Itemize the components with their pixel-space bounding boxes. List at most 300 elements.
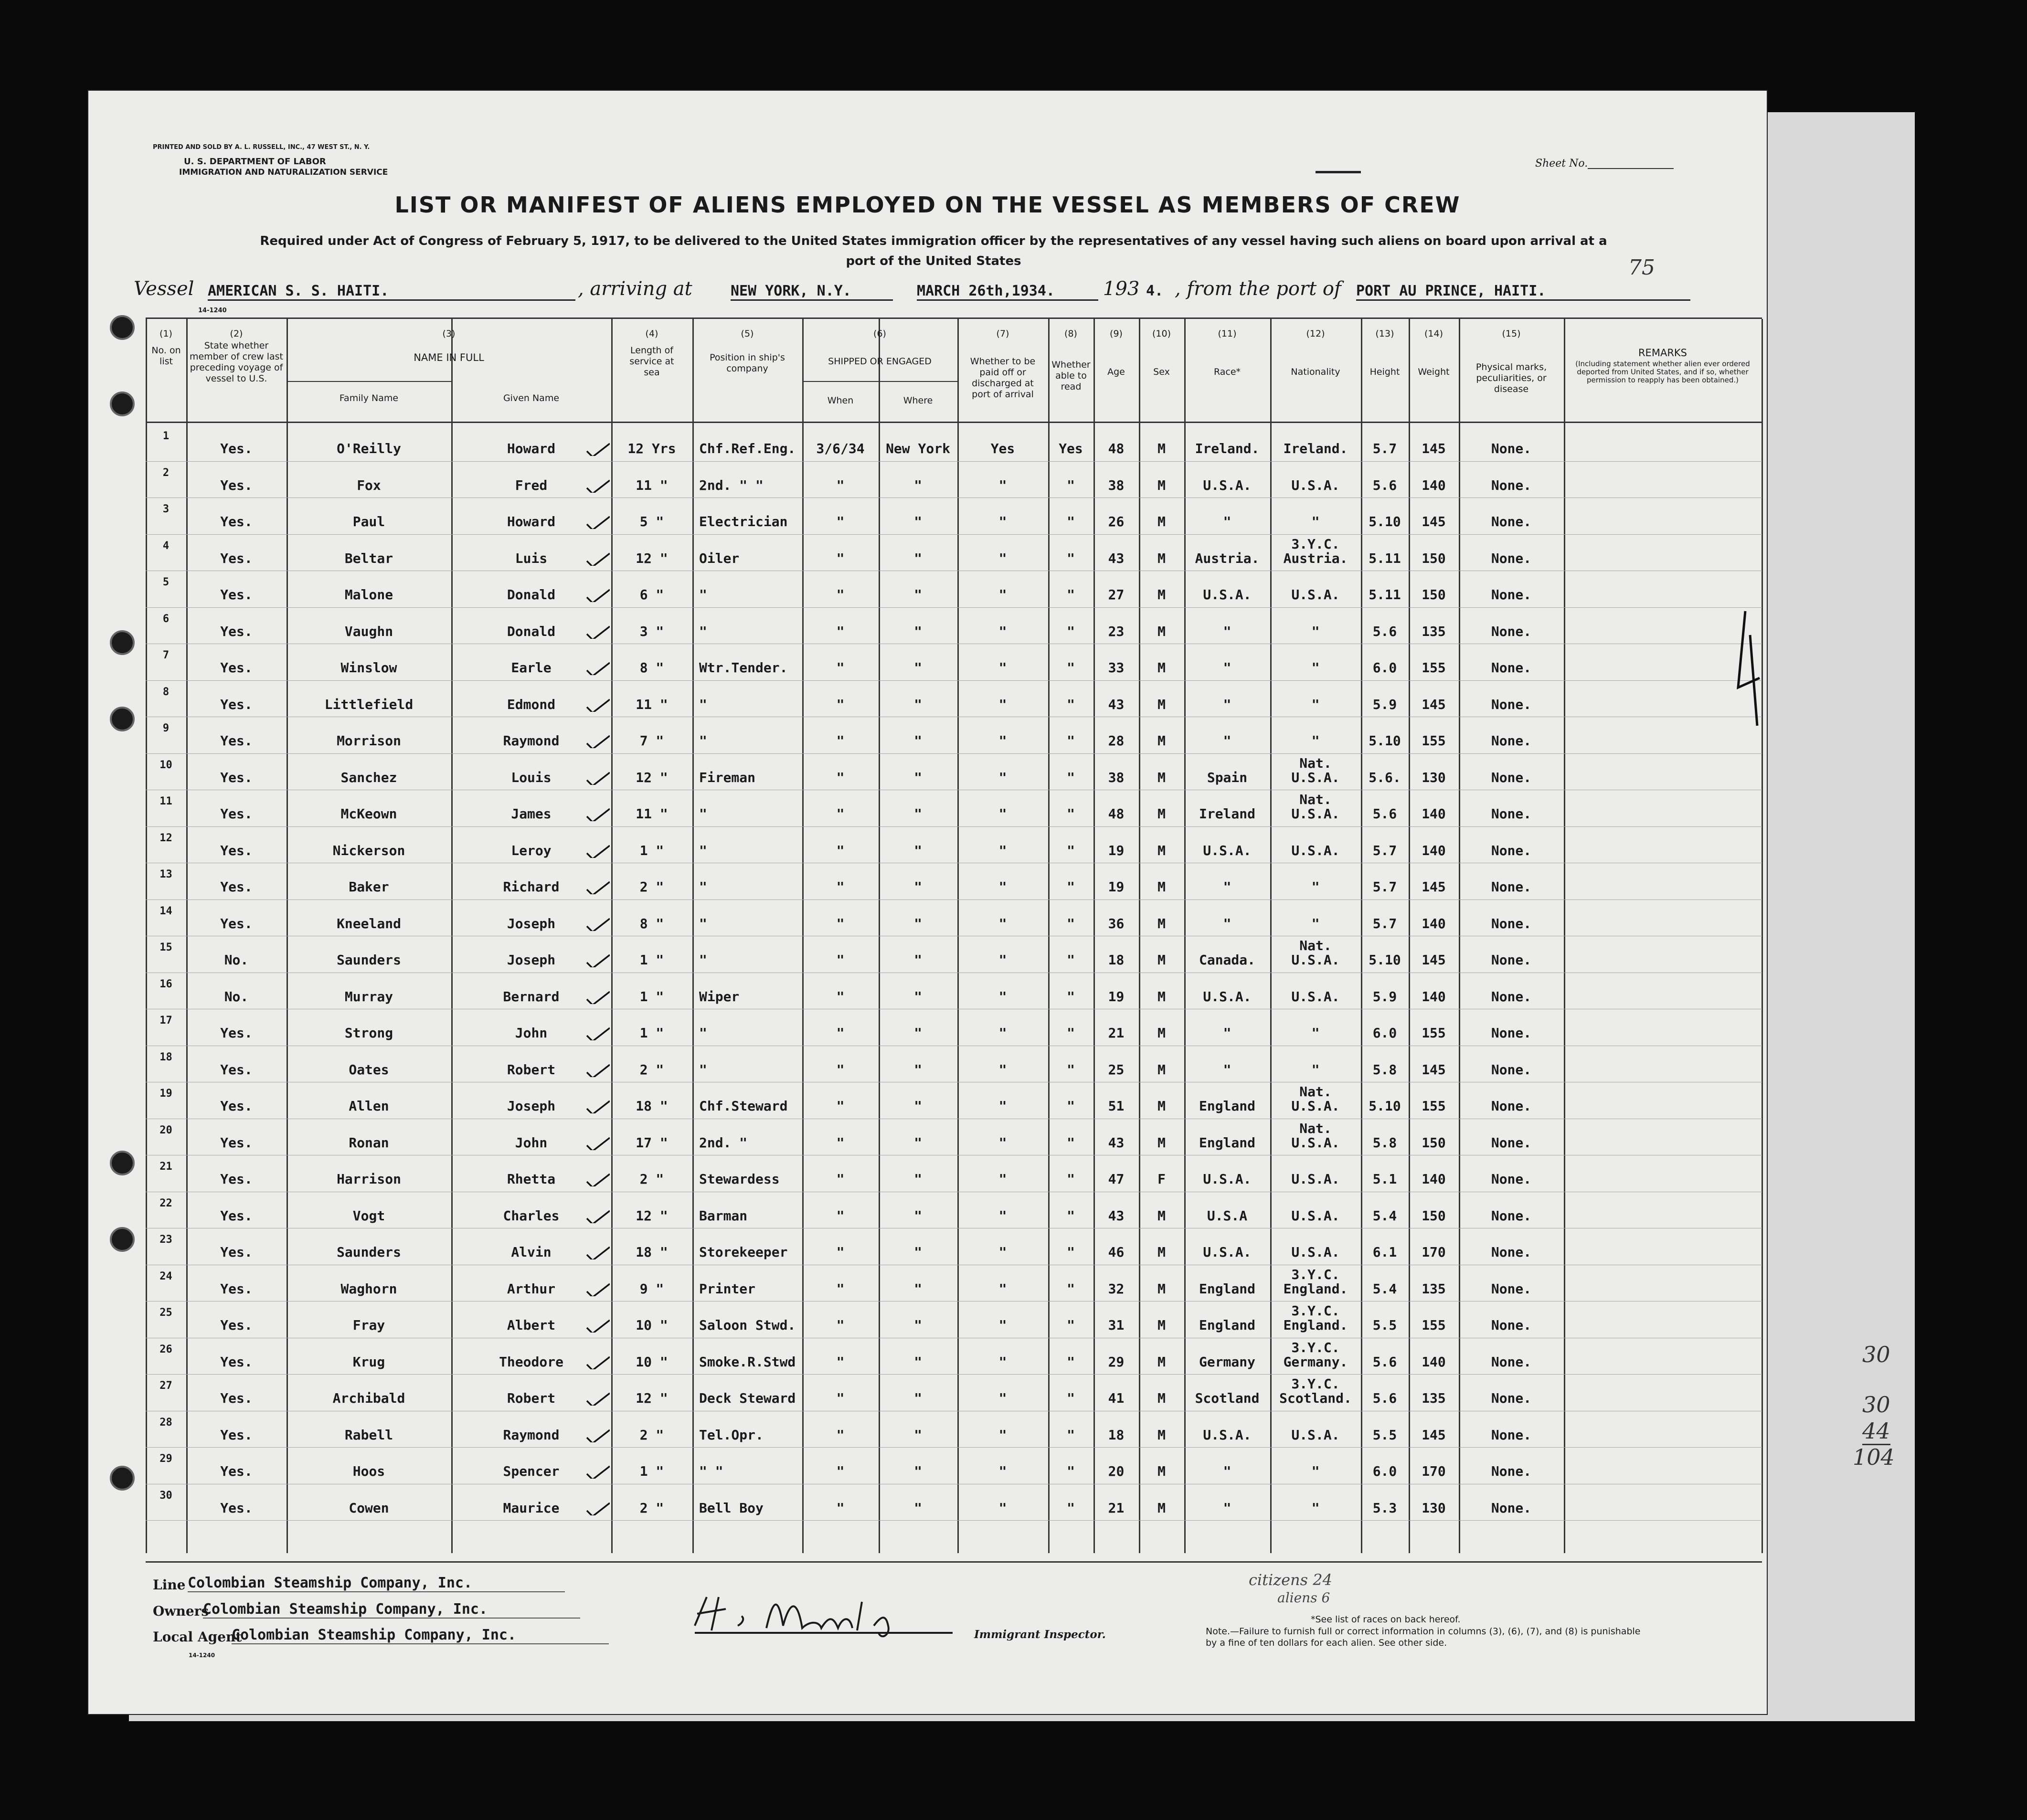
col-header-4: Length of service at sea [629,345,674,378]
cell-no: 13 [159,868,172,880]
cell-sex: M [1157,1354,1166,1370]
col-header-remarks-note: (Including statement whether alien ever ordered deported from United States, and if so, whether permission to reapply has been obtained.) [1575,360,1750,384]
cell-service: 1 " [639,988,664,1005]
cell-position: Fireman [699,769,756,785]
cell-position: Saloon Stwd. [699,1317,796,1333]
cell-no: 2 [162,466,170,479]
cell-service: 8 " [639,915,664,931]
cell-paid: " [998,806,1007,822]
cell-age: 36 [1108,915,1125,931]
cell-marks: None. [1491,1134,1532,1151]
cell-height: 5.6 [1372,806,1397,822]
cell-marks: None. [1491,1280,1532,1297]
cell-when: " [836,1207,845,1224]
cell-nat: " [1311,1463,1320,1479]
cell-when: " [836,696,845,712]
cell-nat: U.S.A. [1291,952,1340,968]
cell-nationality-note: Nat. [1299,1120,1332,1136]
cell-paid: " [998,1207,1007,1224]
cell-read: " [1067,1025,1075,1041]
cell-prev: Yes. [220,1354,253,1370]
check-mark-icon [585,1210,610,1223]
service-name: IMMIGRATION AND NATURALIZATION SERVICE [179,168,388,177]
cell-position: Oiler [699,550,740,566]
cell-nat: U.S.A. [1291,1427,1340,1443]
cell-where: " [914,769,922,785]
cell-service: 10 " [636,1354,668,1370]
cell-paid: " [998,587,1007,603]
cell-read: " [1067,623,1075,639]
cell-family: Beltar [344,550,393,566]
check-mark-icon [585,772,610,785]
cell-when: " [836,660,845,676]
cell-paid: " [998,1061,1007,1078]
cell-when: " [836,514,845,529]
table-row [146,828,1762,865]
cell-marks: None. [1491,587,1532,603]
cell-prev: Yes. [220,696,253,712]
cell-height: 5.8 [1372,1134,1397,1151]
cell-height: 5.4 [1372,1207,1397,1224]
cell-age: 19 [1108,842,1125,858]
cell-position: Smoke.R.Stwd [699,1354,796,1370]
cell-sex: M [1157,1280,1166,1297]
col-header-where: Where [903,395,933,406]
cell-age: 48 [1108,441,1125,456]
cell-height: 5.8 [1372,1061,1397,1078]
cell-marks: None. [1491,441,1532,456]
cell-service: 5 " [639,514,664,529]
cell-given: Howard [507,441,556,456]
check-mark-icon [585,443,610,456]
cell-given: John [515,1025,548,1041]
cell-read: " [1067,915,1075,931]
cell-weight: 130 [1422,1500,1446,1516]
cell-paid: " [998,1354,1007,1370]
line-value: Colombian Steamship Company, Inc. [188,1575,565,1592]
punch-hole [110,1227,135,1252]
cell-paid: " [998,1171,1007,1187]
cell-when: " [836,1025,845,1041]
cell-height: 5.5 [1372,1317,1397,1333]
manifest-sheet [88,91,1767,1714]
cell-sex: M [1157,660,1166,676]
cell-marks: None. [1491,842,1532,858]
cell-where: " [914,733,922,749]
cell-race: " [1223,1500,1231,1516]
cell-prev: Yes. [220,806,253,822]
col-header-6-num: (6) [873,328,886,339]
cell-sex: M [1157,988,1166,1005]
cell-prev: Yes. [220,1317,253,1333]
arrival-port: NEW YORK, N.Y. [731,283,893,301]
cell-when: " [836,1427,845,1443]
cell-family: Harrison [337,1171,401,1187]
check-mark-icon [585,1283,610,1296]
cell-sex: M [1157,842,1166,858]
cell-no: 19 [159,1088,172,1100]
cell-weight: 145 [1422,879,1446,895]
cell-nat: " [1311,1061,1320,1078]
form-code-top: 14-1240 [198,307,227,314]
cell-age: 38 [1108,477,1125,493]
cell-family: Morrison [337,733,401,749]
table-row [146,792,1762,828]
cell-given: Richard [503,879,560,895]
cell-family: Allen [349,1098,389,1114]
table-row [146,645,1762,682]
cell-read: " [1067,1244,1075,1260]
cell-weight: 140 [1422,842,1446,858]
year-suffix: 4. [1146,283,1164,299]
cell-service: 18 " [636,1098,668,1114]
arrival-date: MARCH 26th,1934. [917,283,1098,301]
check-mark-icon [585,662,610,675]
cell-position: Wtr.Tender. [699,660,788,676]
cell-where: " [914,1500,922,1516]
cell-paid: " [998,1463,1007,1479]
table-row [146,463,1762,500]
check-mark-icon [585,1246,610,1259]
cell-read: " [1067,1317,1075,1333]
sheet-number-label: Sheet No. [1535,158,1588,169]
check-mark-icon [585,1137,610,1150]
cell-when: " [836,1463,845,1479]
cell-no: 7 [162,649,170,661]
cell-height: 5.6 [1372,1390,1397,1406]
cell-no: 11 [159,795,172,807]
cell-sex: M [1157,441,1166,456]
cell-weight: 145 [1422,514,1446,529]
table-row [146,1303,1762,1340]
cell-sex: M [1157,514,1166,529]
cell-nat: " [1311,1025,1320,1041]
cell-nat: " [1311,879,1320,895]
cell-where: " [914,1317,922,1333]
cell-given: Maurice [503,1500,560,1516]
cell-given: Robert [507,1390,556,1406]
cell-paid: " [998,879,1007,895]
cell-prev: Yes. [220,1061,253,1078]
cell-height: 5.7 [1372,842,1397,858]
cell-no: 24 [159,1270,172,1282]
cell-position: " [699,623,707,639]
cell-marks: None. [1491,550,1532,566]
cell-no: 9 [162,722,170,734]
line-label: Line [153,1577,186,1593]
cell-read: " [1067,806,1075,822]
cell-paid: " [998,514,1007,529]
cell-age: 33 [1108,660,1125,676]
cell-service: 9 " [639,1280,664,1297]
cell-service: 8 " [639,660,664,676]
cell-when: " [836,1390,845,1406]
cell-nat: U.S.A. [1291,769,1340,785]
cell-paid: " [998,1025,1007,1041]
cell-service: 1 " [639,1025,664,1041]
cell-position: Barman [699,1207,748,1224]
cell-nat: U.S.A. [1291,477,1340,493]
cell-no: 1 [162,430,170,442]
cell-nationality-note: 3.Y.C. [1291,536,1340,552]
cell-family: Nickerson [332,842,405,858]
cell-service: 2 " [639,1171,664,1187]
cell-paid: " [998,1098,1007,1114]
cell-paid: " [998,769,1007,785]
cell-age: 21 [1108,1500,1125,1516]
cell-given: Alvin [511,1244,552,1260]
cell-nationality-note: 3.Y.C. [1291,1303,1340,1319]
cell-sex: M [1157,1500,1166,1516]
cell-prev: Yes. [220,1427,253,1443]
col-header-when: When [827,395,854,406]
cell-when: " [836,477,845,493]
owners-label: Owners [153,1603,209,1619]
cell-race: Ireland. [1195,441,1260,456]
cell-marks: None. [1491,1317,1532,1333]
cell-sex: M [1157,915,1166,931]
cell-height: 5.6 [1372,1354,1397,1370]
cell-family: Saunders [337,1244,401,1260]
cell-no: 4 [162,540,170,552]
cell-nat: U.S.A. [1291,1244,1340,1260]
cell-where: " [914,1244,922,1260]
punch-hole [110,392,135,416]
cell-paid: " [998,952,1007,968]
cell-marks: None. [1491,514,1532,529]
cell-prev: Yes. [220,514,253,529]
cell-service: 11 " [636,806,668,822]
cell-where: " [914,1354,922,1370]
cell-family: Littlefield [324,696,414,712]
cell-race: " [1223,696,1231,712]
cell-position: " [699,879,707,895]
cell-height: 5.4 [1372,1280,1397,1297]
cell-no: 8 [162,686,170,698]
table-row [146,1376,1762,1413]
cell-given: Arthur [507,1280,556,1297]
cell-read: " [1067,879,1075,895]
cell-sex: M [1157,952,1166,968]
col-header-7: Whether to be paid off or discharged at port of arrival [970,356,1036,400]
cell-age: 43 [1108,1134,1125,1151]
cell-nat: Scotland. [1279,1390,1352,1406]
cell-given: Spencer [503,1463,560,1479]
cell-given: James [511,806,552,822]
col-header-14: Weight [1418,367,1450,377]
margin-pen-mark [1736,606,1764,730]
cell-sex: M [1157,1244,1166,1260]
cell-given: Leroy [511,842,552,858]
cell-no: 5 [162,576,170,588]
cell-marks: None. [1491,1171,1532,1187]
inspector-signature [685,1587,981,1645]
cell-read: " [1067,660,1075,676]
punch-hole [110,1151,135,1175]
cell-race: Germany [1199,1354,1255,1370]
cell-race: U.S.A. [1203,1171,1252,1187]
cell-age: 43 [1108,550,1125,566]
cell-when: " [836,623,845,639]
cell-where: " [914,1427,922,1443]
cell-race: U.S.A. [1203,1244,1252,1260]
cell-race: U.S.A [1207,1207,1248,1224]
check-mark-icon [585,1429,610,1442]
cell-paid: " [998,1390,1007,1406]
col-header-remarks: REMARKS [1638,347,1687,359]
cell-age: 25 [1108,1061,1125,1078]
cell-race: England [1199,1098,1255,1114]
cell-height: 5.6 [1372,477,1397,493]
margin-tally-4: 104 [1853,1444,1895,1470]
cell-family: Oates [349,1061,389,1078]
cell-age: 43 [1108,1207,1125,1224]
cell-prev: Yes. [220,1244,253,1260]
cell-sex: M [1157,587,1166,603]
cell-nat: " [1311,915,1320,931]
cell-family: O'Reilly [337,441,401,456]
cell-family: Vogt [352,1207,385,1224]
cell-height: 6.0 [1372,1463,1397,1479]
cell-family: Strong [344,1025,393,1041]
cell-prev: Yes. [220,477,253,493]
cell-nat: U.S.A. [1291,988,1340,1005]
subtitle-line1: Required under Act of Congress of February 5, 1917, to be delivered to the United States immigration officer by the representatives of any vessel having such aliens on board upon arrival at a [260,234,1607,248]
table-row [146,1084,1762,1121]
check-mark-icon [585,479,610,493]
cell-given: Bernard [503,988,560,1005]
cell-race: U.S.A. [1203,587,1252,603]
cell-height: 5.6 [1372,623,1397,639]
cell-no: 23 [159,1234,172,1246]
cell-family: Winslow [340,660,397,676]
cell-when: " [836,842,845,858]
cell-nationality-note: 3.Y.C. [1291,1266,1340,1282]
cell-sex: M [1157,550,1166,566]
cell-prev: Yes. [220,1463,253,1479]
cell-position: Deck Steward [699,1390,796,1406]
cell-prev: Yes. [220,550,253,566]
vessel-line [134,278,1700,307]
cell-race: " [1223,1025,1231,1041]
cell-where: " [914,1098,922,1114]
cell-service: 1 " [639,1463,664,1479]
cell-where: " [914,477,922,493]
cell-position: " [699,587,707,603]
cell-race: " [1223,660,1231,676]
cell-height: 5.11 [1369,587,1401,603]
cell-age: 26 [1108,514,1125,529]
cell-given: Luis [515,550,548,566]
cell-age: 46 [1108,1244,1125,1260]
cell-when: " [836,1500,845,1516]
cell-race: England [1199,1317,1255,1333]
cell-where: " [914,623,922,639]
cell-position: 2nd. " [699,1134,748,1151]
cell-read: " [1067,1280,1075,1297]
cell-no: 29 [159,1453,172,1465]
page-title: LIST OR MANIFEST OF ALIENS EMPLOYED ON THE VESSEL AS MEMBERS OF CREW [394,192,1461,218]
cell-prev: Yes. [220,1390,253,1406]
cell-family: Rabell [344,1427,393,1443]
cell-race: Scotland [1195,1390,1260,1406]
cell-prev: Yes. [220,660,253,676]
cell-given: Raymond [503,1427,560,1443]
cell-no: 30 [159,1489,172,1502]
local-agent-value: Colombian Steamship Company, Inc. [232,1627,609,1644]
from-label: , from the port of [1175,278,1341,300]
col-header-13-num: (13) [1375,328,1394,339]
cell-nationality-note: 3.Y.C. [1291,1339,1340,1355]
punch-hole [110,707,135,731]
handwritten-citizens-count: citizens 24 [1249,1571,1332,1589]
cell-height: 5.11 [1369,550,1401,566]
cell-height: 5.7 [1372,441,1397,456]
cell-position: Storekeeper [699,1244,788,1260]
table-row [146,1121,1762,1157]
cell-weight: 135 [1422,1390,1446,1406]
cell-paid: " [998,550,1007,566]
cell-marks: None. [1491,952,1532,968]
cell-weight: 140 [1422,1171,1446,1187]
cell-weight: 130 [1422,769,1446,785]
cell-read: " [1067,1354,1075,1370]
cell-given: Fred [515,477,548,493]
col-header-9: Age [1107,367,1125,377]
cell-when: " [836,806,845,822]
col-header-15: Physical marks, peculiarities, or disease [1475,362,1547,394]
table-row [146,974,1762,1011]
col-header-1-num: (1) [159,328,172,339]
col-header-2-num: (2) [230,328,243,339]
cell-read: " [1067,842,1075,858]
cell-prev: Yes. [220,879,253,895]
cell-no: 14 [159,905,172,917]
check-mark-icon [585,589,610,602]
cell-sex: M [1157,1207,1166,1224]
cell-nat: U.S.A. [1291,1171,1340,1187]
cell-nat: England. [1283,1280,1348,1297]
cell-weight: 140 [1422,477,1446,493]
cell-position: " [699,733,707,749]
col-header-12: Nationality [1291,367,1340,377]
cell-nat: Austria. [1283,550,1348,566]
cell-weight: 135 [1422,1280,1446,1297]
check-mark-icon [585,1319,610,1333]
cell-where: " [914,1134,922,1151]
cell-read: " [1067,1500,1075,1516]
owners-value: Colombian Steamship Company, Inc. [203,1601,580,1619]
cell-no: 21 [159,1161,172,1173]
cell-where: " [914,842,922,858]
cell-race: U.S.A. [1203,842,1252,858]
cell-weight: 170 [1422,1463,1446,1479]
cell-nat: U.S.A. [1291,842,1340,858]
cell-paid: " [998,988,1007,1005]
cell-family: Saunders [337,952,401,968]
cell-no: 3 [162,503,170,515]
cell-height: 5.1 [1372,1171,1397,1187]
cell-when: " [836,1098,845,1114]
cell-read: " [1067,1427,1075,1443]
cell-age: 28 [1108,733,1125,749]
department-name: U. S. DEPARTMENT OF LABOR [184,157,326,167]
check-mark-icon [585,735,610,748]
check-mark-icon [585,1027,610,1040]
cell-family: Hoos [352,1463,385,1479]
table-row [146,1449,1762,1486]
cell-given: Donald [507,623,556,639]
